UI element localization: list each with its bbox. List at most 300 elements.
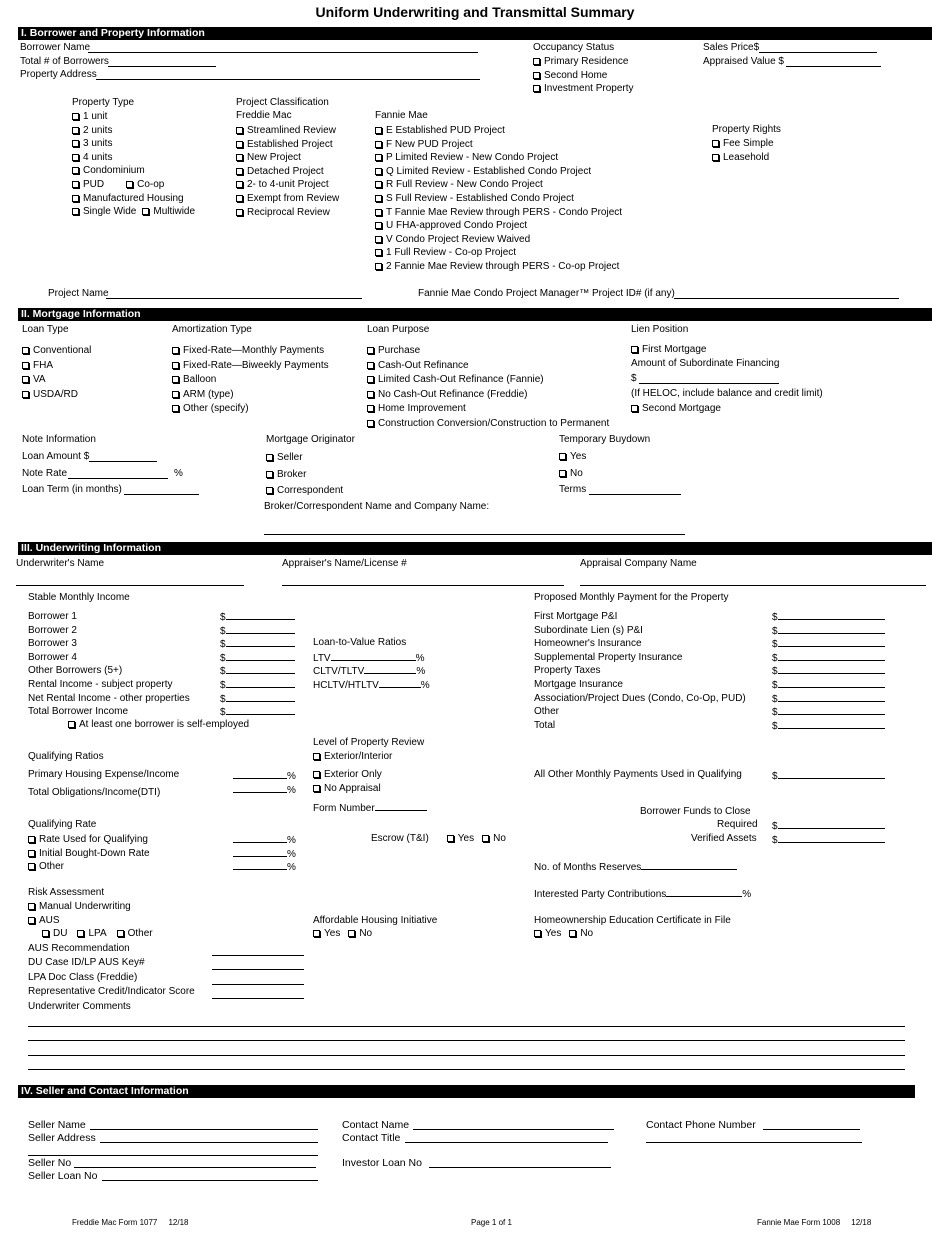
income-item: Borrower 4 <box>28 651 77 663</box>
form-number-label: Form Number <box>313 801 427 815</box>
checkbox-icon[interactable] <box>375 263 382 270</box>
originator-item[interactable]: Broker <box>266 467 343 484</box>
primary-housing-label: Primary Housing Expense/Income <box>28 769 180 780</box>
contact-phone-field[interactable] <box>763 1129 860 1130</box>
first-mortgage-option[interactable]: First Mortgage <box>631 344 706 356</box>
payment-item: Homeowner's Insurance <box>534 638 642 650</box>
temp-buydown-title: Temporary Buydown <box>559 434 651 445</box>
comments-line[interactable] <box>28 1040 905 1041</box>
loan-type-item[interactable]: VA <box>22 373 91 388</box>
broker-name-field[interactable] <box>264 534 685 535</box>
fannie-item[interactable]: Q Limited Review - Established Condo Project <box>375 165 622 179</box>
payment-item: Total <box>534 719 556 731</box>
second-mortgage-option[interactable]: Second Mortgage <box>631 403 721 415</box>
amortization-item[interactable]: Fixed-Rate—Monthly Payments <box>172 344 329 359</box>
loan-type-list <box>22 344 91 402</box>
property-address-field[interactable] <box>96 79 480 80</box>
cltv-row: CLTV/TLTV % <box>313 666 426 677</box>
aus-detail-list <box>28 942 195 1014</box>
checkbox-icon[interactable] <box>375 181 382 188</box>
checkbox-icon[interactable] <box>313 930 320 937</box>
rights-fee-simple[interactable]: Fee Simple <box>712 137 774 151</box>
underwriter-name-field[interactable] <box>16 585 244 586</box>
income-amount-field[interactable]: $ <box>220 637 295 651</box>
interested-party-field[interactable] <box>666 887 742 897</box>
originator-item[interactable]: Seller <box>266 450 343 467</box>
rights-leasehold[interactable]: Leasehold <box>712 151 774 165</box>
aus-option[interactable]: AUS <box>28 915 60 927</box>
occupancy-investment[interactable]: Investment Property <box>533 82 633 96</box>
checkbox-icon[interactable] <box>375 249 382 256</box>
originator-item[interactable]: Correspondent <box>266 483 343 500</box>
income-list <box>28 610 190 719</box>
underwriter-comments-label: Underwriter Comments <box>28 1000 131 1012</box>
project-id-label: Fannie Mae Condo Project Manager™ Project ID# (if any) <box>418 288 675 299</box>
loan-amount-field[interactable] <box>89 461 157 462</box>
checkbox-icon[interactable] <box>367 362 374 369</box>
checkbox-icon[interactable] <box>172 362 179 369</box>
payment-amount-field[interactable]: $ <box>772 678 885 692</box>
appraised-value-label: Appraised Value $ <box>703 56 784 67</box>
project-name-field[interactable] <box>106 298 362 299</box>
contact-name-field[interactable] <box>413 1129 614 1130</box>
fannie-item[interactable]: E Established PUD Project <box>375 124 622 138</box>
project-name-label: Project Name <box>48 288 109 299</box>
property-type-manufactured[interactable]: Manufactured Housing <box>72 192 195 206</box>
amortization-item[interactable]: Balloon <box>172 373 329 388</box>
verified-assets-label: Verified Assets <box>691 833 757 844</box>
loan-term-label: Loan Term (in months) <box>22 484 122 495</box>
income-amount-field[interactable]: $ <box>220 692 295 706</box>
checkbox-icon[interactable] <box>236 209 243 216</box>
occupancy-second[interactable]: Second Home <box>533 69 633 83</box>
primary-housing-field[interactable]: % <box>233 769 296 783</box>
seller-address-field-2[interactable] <box>28 1155 318 1156</box>
note-info-title: Note Information <box>22 434 96 445</box>
subordinate-amount-field[interactable] <box>639 383 779 384</box>
fannie-item[interactable]: R Full Review - New Condo Project <box>375 178 622 192</box>
checkbox-icon[interactable] <box>72 181 79 188</box>
underwriter-name-label: Underwriter's Name <box>16 558 105 569</box>
aus-detail-item: Representative Credit/Indicator Score <box>28 986 195 998</box>
affordable-housing-title: Affordable Housing Initiative <box>313 915 438 926</box>
payment-item: Property Taxes <box>534 665 601 677</box>
payment-amount-field[interactable]: $ <box>772 637 885 651</box>
payment-item: Supplemental Property Insurance <box>534 651 683 663</box>
loan-term-field[interactable] <box>124 494 199 495</box>
checkbox-icon[interactable] <box>559 453 566 460</box>
checkbox-icon[interactable] <box>367 405 374 412</box>
checkbox-icon[interactable] <box>375 236 382 243</box>
note-rate-percent: % <box>174 468 183 479</box>
seller-name-field[interactable] <box>90 1129 318 1130</box>
checkbox-icon[interactable] <box>266 454 273 461</box>
appraiser-name-field[interactable] <box>282 585 564 586</box>
checkbox-icon[interactable] <box>367 347 374 354</box>
heloc-note: (If HELOC, include balance and credit limit) <box>631 388 823 399</box>
payment-amount-field[interactable]: $ <box>772 664 885 678</box>
footer-left: Freddie Mac Form 1077 12/18 <box>72 1218 189 1227</box>
checkbox-icon[interactable] <box>375 195 382 202</box>
stable-income-title: Stable Monthly Income <box>28 592 130 603</box>
checkbox-icon[interactable] <box>631 405 638 412</box>
seller-address-label: Seller Address <box>28 1132 96 1144</box>
income-item: Borrower 2 <box>28 624 77 636</box>
loan-purpose-item[interactable]: Home Improvement <box>367 402 609 417</box>
lien-position-title: Lien Position <box>631 324 689 335</box>
fannie-item[interactable]: S Full Review - Established Condo Project <box>375 192 622 206</box>
income-amount-field[interactable]: $ <box>220 678 295 692</box>
income-amount-field[interactable]: $ <box>220 705 295 719</box>
checkbox-icon[interactable] <box>142 208 149 215</box>
checkbox-icon[interactable] <box>533 85 540 92</box>
footer-center: Page 1 of 1 <box>471 1218 512 1227</box>
checkbox-icon[interactable] <box>375 209 382 216</box>
fannie-item[interactable]: 2 Fannie Mae Review through PERS - Co-op Project <box>375 260 622 274</box>
checkbox-icon[interactable] <box>172 405 179 412</box>
seller-loan-no-label: Seller Loan No <box>28 1170 98 1182</box>
mortgage-originator-title: Mortgage Originator <box>266 434 355 445</box>
occupancy-list <box>533 55 633 96</box>
property-rights-title: Property Rights <box>712 124 781 135</box>
comments-line[interactable] <box>28 1026 905 1027</box>
aus-detail-item: AUS Recommendation <box>28 943 130 954</box>
project-id-field[interactable] <box>674 298 899 299</box>
cltv-field[interactable] <box>364 664 416 674</box>
contact-phone-field-2[interactable] <box>646 1142 862 1143</box>
income-amount-field[interactable]: $ <box>220 651 295 665</box>
seller-no-field[interactable] <box>74 1167 316 1168</box>
comments-line[interactable] <box>28 1069 905 1070</box>
investor-loan-no-label: Investor Loan No <box>342 1157 422 1169</box>
rate-item[interactable]: Initial Bought-Down Rate <box>28 847 150 861</box>
property-type-item[interactable]: 4 units <box>72 151 195 165</box>
payment-amount-field[interactable]: $ <box>772 624 885 638</box>
checkbox-icon[interactable] <box>482 835 489 842</box>
checkbox-icon[interactable] <box>22 362 29 369</box>
property-type-item[interactable]: 2 units <box>72 124 195 138</box>
payment-amounts <box>772 610 885 732</box>
checkbox-icon[interactable] <box>22 391 29 398</box>
rate-field[interactable]: % <box>233 847 296 861</box>
required-field[interactable]: $ <box>772 819 885 833</box>
freddie-item[interactable]: Reciprocal Review <box>236 206 339 220</box>
seller-name-label: Seller Name <box>28 1119 86 1131</box>
ltv-title: Loan-to-Value Ratios <box>313 637 407 648</box>
checkbox-icon[interactable] <box>68 721 75 728</box>
loan-purpose-item[interactable]: Purchase <box>367 344 609 359</box>
checkbox-icon[interactable] <box>569 930 576 937</box>
sales-price-label: Sales Price$ <box>703 42 760 53</box>
checkbox-icon[interactable] <box>72 127 79 134</box>
escrow-row: Escrow (T&I) Yes No <box>371 833 506 844</box>
amortization-title: Amortization Type <box>172 324 252 335</box>
sales-price-field[interactable] <box>759 52 877 53</box>
payment-item: Other <box>534 706 560 718</box>
checkbox-icon[interactable] <box>72 113 79 120</box>
checkbox-icon[interactable] <box>236 195 243 202</box>
aus-detail-item: DU Case ID/LP AUS Key# <box>28 957 145 969</box>
contact-title-field[interactable] <box>405 1142 608 1143</box>
buydown-yes[interactable]: Yes <box>559 451 586 463</box>
property-type-item[interactable]: 1 unit <box>72 110 195 124</box>
loan-purpose-item[interactable]: No Cash-Out Refinance (Freddie) <box>367 388 609 403</box>
freddie-list <box>236 124 339 219</box>
seller-loan-no-field[interactable] <box>102 1180 318 1181</box>
loan-purpose-item[interactable]: Cash-Out Refinance <box>367 359 609 374</box>
occupancy-primary[interactable]: Primary Residence <box>533 55 633 69</box>
homeownership-cert-row: Yes No <box>534 928 593 940</box>
originator-list <box>266 450 343 500</box>
checkbox-icon[interactable] <box>72 167 79 174</box>
note-rate-field[interactable] <box>68 478 168 479</box>
total-obligations-field[interactable]: % <box>233 783 296 797</box>
checkbox-icon[interactable] <box>348 930 355 937</box>
freddie-item[interactable]: Detached Project <box>236 165 339 179</box>
months-reserves-label: No. of Months Reserves <box>534 860 737 874</box>
checkbox-icon[interactable] <box>367 391 374 398</box>
freddie-item[interactable]: Streamlined Review <box>236 124 339 138</box>
rate-field[interactable]: % <box>233 860 296 874</box>
income-item: Net Rental Income - other properties <box>28 692 190 704</box>
checkbox-icon[interactable] <box>375 141 382 148</box>
payment-item: Subordinate Lien (s) P&I <box>534 624 643 636</box>
hcltv-row: HCLTV/HTLTV % <box>313 680 430 691</box>
interested-party-label: Interested Party Contributions % <box>534 889 752 900</box>
income-amount-field[interactable]: $ <box>220 610 295 624</box>
payment-item: Mortgage Insurance <box>534 678 623 690</box>
months-reserves-field[interactable] <box>641 860 737 870</box>
fannie-mae-title: Fannie Mae <box>375 110 428 121</box>
loan-type-item[interactable]: FHA <box>22 359 91 374</box>
fannie-item[interactable]: V Condo Project Review Waived <box>375 233 622 247</box>
checkbox-icon[interactable] <box>236 168 243 175</box>
checkbox-icon[interactable] <box>72 154 79 161</box>
review-exterior-interior[interactable]: Exterior/Interior <box>313 751 392 763</box>
checkbox-icon[interactable] <box>375 127 382 134</box>
homeownership-cert-title: Homeownership Education Certificate in File <box>534 915 731 926</box>
checkbox-icon[interactable] <box>266 471 273 478</box>
payment-list <box>534 610 746 732</box>
rate-item[interactable]: Rate Used for Qualifying <box>28 833 150 847</box>
property-type-pud-row: PUD Co-op <box>72 178 195 192</box>
checkbox-icon[interactable] <box>631 346 638 353</box>
appraisal-company-label: Appraisal Company Name <box>580 558 697 569</box>
checkbox-icon[interactable] <box>172 391 179 398</box>
checkbox-icon[interactable] <box>42 930 49 937</box>
fannie-item[interactable]: P Limited Review - New Condo Project <box>375 151 622 165</box>
proposed-payment-title: Proposed Monthly Payment for the Property <box>534 592 729 603</box>
checkbox-icon[interactable] <box>266 487 273 494</box>
checkbox-icon[interactable] <box>172 376 179 383</box>
all-other-payments-field[interactable]: $ <box>772 769 885 783</box>
note-rate-label: Note Rate <box>22 468 68 479</box>
aus-detail-item: LPA Doc Class (Freddie) <box>28 971 138 983</box>
fannie-item[interactable]: T Fannie Mae Review through PERS - Condo Project <box>375 206 622 220</box>
checkbox-icon[interactable] <box>367 376 374 383</box>
loan-type-item[interactable]: USDA/RD <box>22 388 91 403</box>
income-amount-field[interactable]: $ <box>220 664 295 678</box>
property-type-item[interactable]: 3 units <box>72 137 195 151</box>
freddie-item[interactable]: 2- to 4-unit Project <box>236 178 339 192</box>
appraised-value-field[interactable] <box>786 66 881 67</box>
section-3-header: III. Underwriting Information <box>18 542 932 555</box>
amortization-list <box>172 344 329 417</box>
level-review-title: Level of Property Review <box>313 737 425 748</box>
checkbox-icon[interactable] <box>28 850 35 857</box>
checkbox-icon[interactable] <box>28 863 35 870</box>
checkbox-icon[interactable] <box>28 903 35 910</box>
checkbox-icon[interactable] <box>72 208 79 215</box>
checkbox-icon[interactable] <box>533 58 540 65</box>
rate-fields <box>233 833 296 874</box>
checkbox-icon[interactable] <box>236 127 243 134</box>
borrower-name-label: Borrower Name <box>20 42 91 53</box>
checkbox-icon[interactable] <box>533 72 540 79</box>
form-title: Uniform Underwriting and Transmittal Summary <box>315 4 635 20</box>
checkbox-icon[interactable] <box>22 376 29 383</box>
manual-underwriting-option[interactable]: Manual Underwriting <box>28 901 131 913</box>
appraisal-company-field[interactable] <box>580 585 926 586</box>
checkbox-icon[interactable] <box>28 836 35 843</box>
hcltv-field[interactable] <box>379 678 421 688</box>
income-item: Rental Income - subject property <box>28 678 173 690</box>
property-type-list <box>72 110 195 219</box>
loan-purpose-item[interactable]: Construction Conversion/Construction to Permanent <box>367 417 609 432</box>
loan-purpose-title: Loan Purpose <box>367 324 430 335</box>
income-amounts <box>220 610 295 719</box>
rate-list <box>28 833 150 874</box>
contact-title-label: Contact Title <box>342 1132 401 1144</box>
rate-field[interactable]: % <box>233 833 296 847</box>
checkbox-icon[interactable] <box>117 930 124 937</box>
income-item: Other Borrowers (5+) <box>28 665 123 677</box>
property-type-item[interactable]: Condominium <box>72 164 195 178</box>
aus-type-row: DU LPA Other <box>42 928 153 940</box>
checkbox-icon[interactable] <box>28 917 35 924</box>
checkbox-icon[interactable] <box>236 154 243 161</box>
checkbox-icon[interactable] <box>77 930 84 937</box>
subordinate-amount-label: Amount of Subordinate Financing <box>631 358 780 369</box>
fannie-item[interactable]: U FHA-approved Condo Project <box>375 219 622 233</box>
rate-item[interactable]: Other <box>28 860 150 874</box>
freddie-item[interactable]: Exempt from Review <box>236 192 339 206</box>
checkbox-icon[interactable] <box>712 140 719 147</box>
fannie-item[interactable]: F New PUD Project <box>375 138 622 152</box>
checkbox-icon[interactable] <box>375 168 382 175</box>
qualifying-rate-title: Qualifying Rate <box>28 819 97 830</box>
payment-amount-field[interactable]: $ <box>772 651 885 665</box>
aus-recommendation-field[interactable] <box>212 955 304 956</box>
loan-type-item[interactable]: Conventional <box>22 344 91 359</box>
fannie-item[interactable]: 1 Full Review - Co-op Project <box>375 246 622 260</box>
seller-no-label: Seller No <box>28 1157 72 1169</box>
loan-purpose-item[interactable]: Limited Cash-Out Refinance (Fannie) <box>367 373 609 388</box>
payment-amount-field[interactable]: $ <box>772 719 885 733</box>
appraiser-name-label: Appraiser's Name/License # <box>282 558 407 569</box>
amortization-item[interactable]: ARM (type) <box>172 388 329 403</box>
payment-amount-field[interactable]: $ <box>772 610 885 624</box>
loan-type-title: Loan Type <box>22 324 69 335</box>
verified-assets-field[interactable]: $ <box>772 833 885 847</box>
total-obligations-label: Total Obligations/Income(DTI) <box>28 787 161 798</box>
review-no-appraisal[interactable]: No Appraisal <box>313 783 381 795</box>
investor-loan-no-field[interactable] <box>429 1167 611 1168</box>
checkbox-icon[interactable] <box>367 420 374 427</box>
project-classification-title: Project Classification <box>236 97 329 108</box>
property-type-wide-row: Single Wide Multiwide <box>72 205 195 219</box>
form-number-field[interactable] <box>375 801 427 811</box>
checkbox-icon[interactable] <box>712 154 719 161</box>
checkbox-icon[interactable] <box>172 347 179 354</box>
checkbox-icon[interactable] <box>313 785 320 792</box>
ltv-field[interactable] <box>331 651 416 661</box>
fannie-list <box>375 124 622 274</box>
all-other-payments-label: All Other Monthly Payments Used in Qualifying <box>534 769 742 780</box>
checkbox-icon[interactable] <box>375 222 382 229</box>
payment-amount-field[interactable]: $ <box>772 705 885 719</box>
self-employed-option[interactable]: At least one borrower is self-employed <box>68 719 249 731</box>
checkbox-icon[interactable] <box>236 141 243 148</box>
property-type-title: Property Type <box>72 97 135 108</box>
checkbox-icon[interactable] <box>236 181 243 188</box>
checkbox-icon[interactable] <box>313 771 320 778</box>
checkbox-icon[interactable] <box>559 470 566 477</box>
checkbox-icon[interactable] <box>72 195 79 202</box>
borrower-name-field[interactable] <box>88 52 478 53</box>
lpa-doc-class-field[interactable] <box>212 984 304 985</box>
seller-address-field[interactable] <box>100 1142 318 1143</box>
checkbox-icon[interactable] <box>72 140 79 147</box>
amortization-item[interactable]: Fixed-Rate—Biweekly Payments <box>172 359 329 374</box>
broker-name-label: Broker/Correspondent Name and Company Name: <box>264 501 490 512</box>
terms-field[interactable] <box>589 494 681 495</box>
checkbox-icon[interactable] <box>22 347 29 354</box>
payment-item: First Mortgage P&I <box>534 611 618 622</box>
total-borrowers-field[interactable] <box>108 66 216 67</box>
payment-amount-field[interactable]: $ <box>772 692 885 706</box>
checkbox-icon[interactable] <box>313 753 320 760</box>
total-borrowers-label: Total # of Borrowers <box>20 56 109 67</box>
comments-line[interactable] <box>28 1055 905 1056</box>
freddie-item[interactable]: Established Project <box>236 138 339 152</box>
loan-amount-label: Loan Amount $ <box>22 451 90 462</box>
du-case-id-field[interactable] <box>212 969 304 970</box>
income-item: Borrower 1 <box>28 611 77 622</box>
section-2-header: II. Mortgage Information <box>18 308 932 321</box>
risk-assessment-title: Risk Assessment <box>28 887 105 898</box>
income-item: Total Borrower Income <box>28 706 129 718</box>
buydown-no[interactable]: No <box>559 468 583 480</box>
freddie-item[interactable]: New Project <box>236 151 339 165</box>
review-exterior-only[interactable]: Exterior Only <box>313 769 382 781</box>
ltv-row: LTV % <box>313 653 425 664</box>
section-1-header: I. Borrower and Property Information <box>18 27 932 40</box>
checkbox-icon[interactable] <box>375 154 382 161</box>
income-amount-field[interactable]: $ <box>220 624 295 638</box>
footer-right: Fannie Mae Form 1008 12/18 <box>757 1218 872 1227</box>
terms-label: Terms <box>559 484 587 495</box>
property-rights-list <box>712 137 774 164</box>
checkbox-icon[interactable] <box>447 835 454 842</box>
checkbox-icon[interactable] <box>126 181 133 188</box>
credit-score-field[interactable] <box>212 998 304 999</box>
amortization-item[interactable]: Other (specify) <box>172 402 329 417</box>
income-item: Borrower 3 <box>28 638 77 650</box>
occupancy-status-title: Occupancy Status <box>533 42 615 53</box>
checkbox-icon[interactable] <box>534 930 541 937</box>
funds-to-close-title: Borrower Funds to Close <box>640 806 751 817</box>
